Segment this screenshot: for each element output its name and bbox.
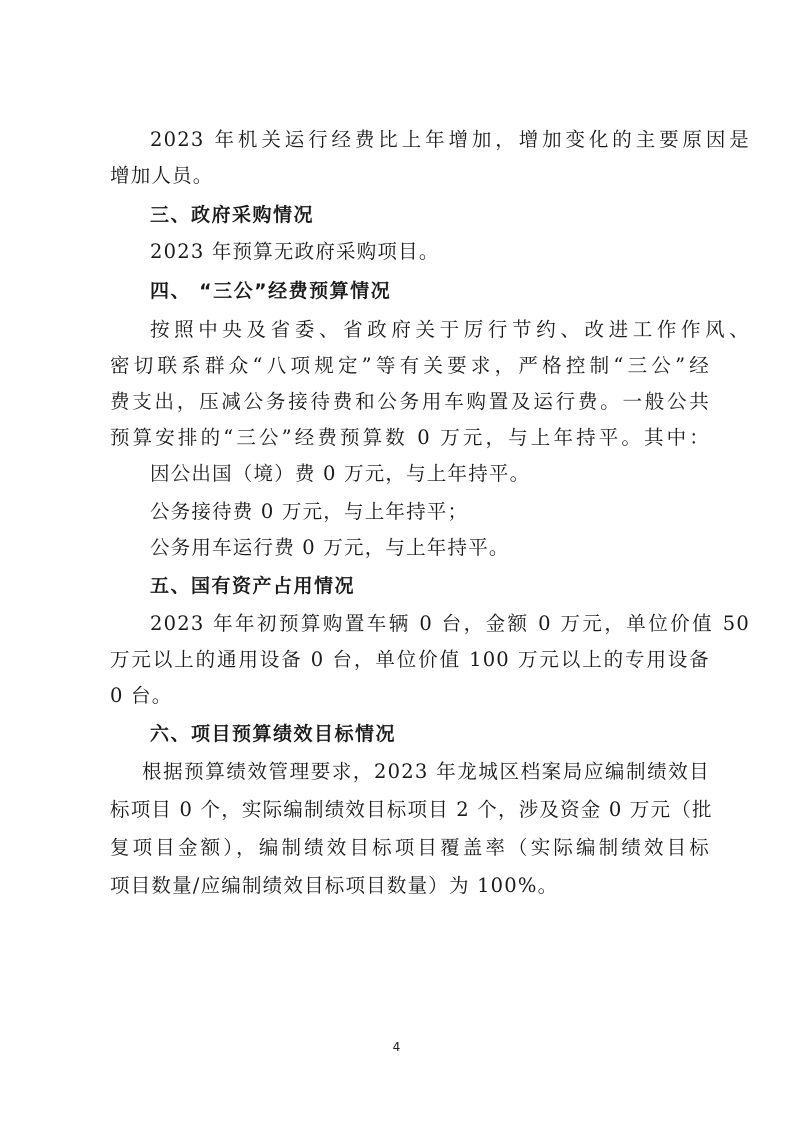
- paragraph-line: 预算安排的“三公”经费预算数 0 万元，与上年持平。其中：: [110, 426, 710, 449]
- paragraph-line: 按照中央及省委、省政府关于厉行节约、改进工作作风、: [150, 318, 750, 341]
- paragraph-line: 费支出，压减公务接待费和公务用车购置及运行费。一般公共: [110, 390, 710, 413]
- paragraph-line: 2023 年年初预算购置车辆 0 台，金额 0 万元，单位价值 50: [150, 612, 750, 635]
- paragraph-line: 万元以上的通用设备 0 台，单位价值 100 万元以上的专用设备: [110, 648, 710, 671]
- section-heading-government-procurement: 三、政府采购情况: [150, 204, 315, 226]
- paragraph-line: 密切联系群众“八项规定”等有关要求，严格控制“三公”经: [110, 354, 710, 377]
- section-heading-three-public-expenses: 四、 “三公”经费预算情况: [150, 280, 392, 302]
- paragraph-line: 复项目金额），编制绩效目标项目覆盖率（实际编制绩效目标: [110, 836, 710, 859]
- page-number: 4: [392, 1040, 401, 1054]
- paragraph-line: 标项目 0 个，实际编制绩效目标项目 2 个，涉及资金 0 万元（批: [110, 798, 713, 821]
- section-heading-state-assets: 五、国有资产占用情况: [150, 575, 356, 597]
- paragraph-line: 2023 年机关运行经费比上年增加，增加变化的主要原因是: [150, 128, 750, 151]
- paragraph-line: 因公出国（境）费 0 万元，与上年持平。: [150, 462, 531, 485]
- paragraph-line: 增加人员。: [110, 164, 214, 187]
- paragraph-line: 公务用车运行费 0 万元，与上年持平。: [150, 536, 510, 559]
- paragraph-line: 公务接待费 0 万元，与上年持平；: [150, 500, 469, 523]
- paragraph-line: 项目数量/应编制绩效目标项目数量）为 100%。: [110, 874, 559, 897]
- paragraph-line: 2023 年预算无政府采购项目。: [150, 240, 440, 263]
- section-heading-performance-targets: 六、项目预算绩效目标情况: [150, 723, 397, 745]
- paragraph-line: 0 台。: [110, 684, 173, 707]
- paragraph-line: 根据预算绩效管理要求，2023 年龙城区档案局应编制绩效目: [142, 760, 710, 783]
